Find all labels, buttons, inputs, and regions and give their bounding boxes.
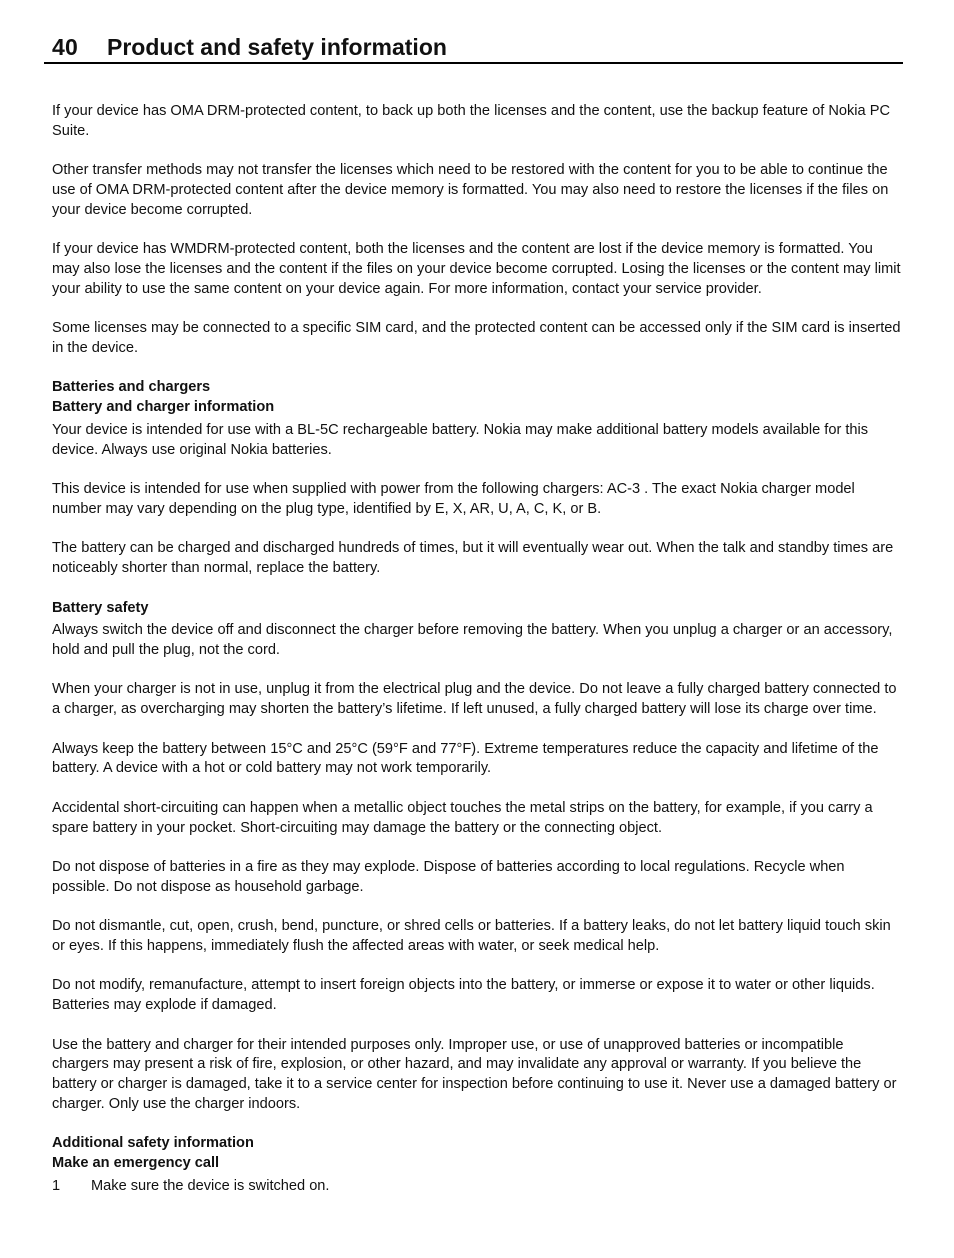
paragraph: Use the battery and charger for their intended purposes only. Improper use, or use of unapproved batteries or incompatible chargers may present a risk of fire, explosion, or other hazard, and may invalidate any approval or warranty. If you believe the battery or charger is damaged, take it to a service center for inspection before continuing to use it. Never use a damaged battery or charger. Only use the charger indoors. bbox=[52, 1036, 897, 1112]
step-text: Make sure the device is switched on. bbox=[91, 1177, 330, 1194]
step-number: 1 bbox=[52, 1177, 61, 1194]
paragraph: This device is intended for use when supplied with power from the following chargers: AC-3 . The exact Nokia charger model number may vary depending on the plug type, identified by E, X, AR, U, A, C, K, or B. bbox=[52, 481, 855, 517]
section-heading-batteries: Batteries and chargers bbox=[52, 379, 211, 396]
section-heading-additional-safety: Additional safety information bbox=[52, 1135, 254, 1152]
paragraph: Your device is intended for use with a BL-5C rechargeable battery. Nokia may make additional battery models available for this device. Always use original Nokia batteries. bbox=[52, 421, 869, 458]
page-title: Product and safety information bbox=[107, 34, 447, 60]
paragraph: Accidental short-circuiting can happen when a metallic object touches the metal strips on the battery, for example, if you carry a spare battery in your pocket. Short-circuiting may damage the battery or the connecting object. bbox=[52, 799, 873, 836]
paragraph: Always keep the battery between 15°C and 25°C (59°F and 77°F). Extreme temperatures reduce the capacity and lifetime of the battery. A device with a hot or cold battery may not work temporarily. bbox=[52, 740, 879, 777]
paragraph: Do not dispose of batteries in a fire as they may explode. Dispose of batteries according to local regulations. Recycle when possible. Do not dispose as household garbage. bbox=[52, 859, 845, 895]
paragraph: Do not dismantle, cut, open, crush, bend, puncture, or shred cells or batteries. If a battery leaks, do not let battery liquid touch skin or eyes. If this happens, immediately flush the affected areas with water, or seek medical help. bbox=[52, 918, 891, 955]
paragraph: When your charger is not in use, unplug it from the electrical plug and the device. Do not leave a fully charged battery connected to a charger, as overcharging may shorten the battery’s lifetime. If left unused, a fully charged battery will lose its charge over time. bbox=[52, 681, 897, 718]
section-heading-battery-safety: Battery safety bbox=[52, 599, 149, 616]
page-content bbox=[52, 102, 902, 1197]
paragraph: If your device has WMDRM-protected content, both the licenses and the content are lost if the device memory is formatted. You may also lose the licenses and the content if the files on your device become corrupted. Losing the licenses or the content may limit your ability to use the same content on your device again. For more information, contact your service provider. bbox=[52, 241, 901, 297]
paragraph: If your device has OMA DRM-protected content, to back up both the licenses and the content, use the backup feature of Nokia PC Suite. bbox=[52, 103, 890, 139]
paragraph: Do not modify, remanufacture, attempt to insert foreign objects into the battery, or immerse or expose it to water or other liquids. Batteries may explode if damaged. bbox=[52, 977, 875, 1014]
list-item bbox=[52, 1177, 902, 1197]
subheading-battery-info: Battery and charger information bbox=[52, 399, 275, 416]
paragraph: Other transfer methods may not transfer the licenses which need to be restored with the content for you to be able to continue the use of OMA DRM-protected content after the device memory is formatted. You may also need to restore the licenses if the files on your device become corrupted. bbox=[52, 162, 889, 218]
subheading-emergency-call: Make an emergency call bbox=[52, 1155, 220, 1172]
page-header bbox=[44, 32, 903, 64]
paragraph: Some licenses may be connected to a specific SIM card, and the protected content can be accessed only if the SIM card is inserted in the device. bbox=[52, 320, 901, 356]
page-number: 40 bbox=[52, 34, 78, 60]
paragraph: The battery can be charged and discharged hundreds of times, but it will eventually wear out. When the talk and standby times are noticeably shorter than normal, replace the battery. bbox=[52, 540, 894, 577]
paragraph: Always switch the device off and disconnect the charger before removing the battery. When you unplug a charger or an accessory, hold and pull the plug, not the cord. bbox=[52, 622, 893, 659]
